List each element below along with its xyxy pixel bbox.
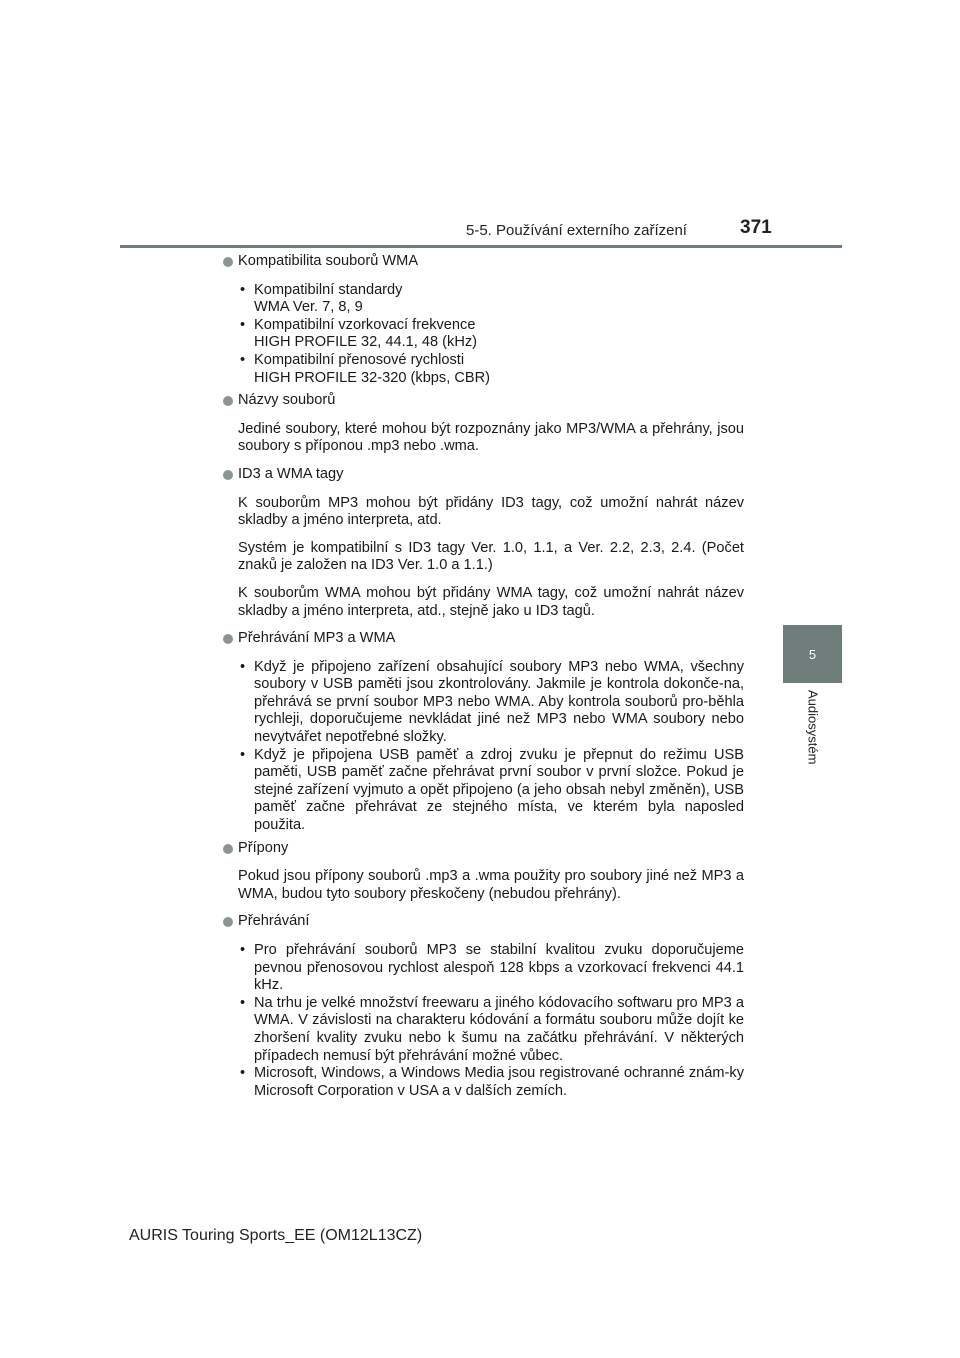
list-item: • Když je připojena USB paměť a zdroj zvuku je přepnut do režimu USB paměti, USB paměť začne přehrávat první soubor v první složce. Pokud je stejné zařízení vyjmuto a opět připojeno (a jeho obsah nebyl změněn), USB paměť začne přehrávat ze stejného místa, ve kterém byla naposled použita. (240, 746, 744, 834)
list-item: • Na trhu je velké množství freewaru a jiného kódovacího softwaru pro MP3 a WMA. V závislosti na charakteru kódování a formátu souboru může dojít ke zhoršení kvality zvuku nebo k šumu na začátku přehrávání. V některých případech nemusí být přehrávání možné vůbec. (240, 994, 744, 1064)
paragraph: Systém je kompatibilní s ID3 tagy Ver. 1.0, 1.1, a Ver. 2.2, 2.3, 2.4. (Počet znaků je založen na ID3 Ver. 1.0 a 1.1.) (238, 539, 744, 574)
bullet-circle-icon (223, 396, 233, 406)
item-list (222, 282, 744, 388)
paragraph: K souborům WMA mohou být přidány WMA tagy, což umožní nahrát název skladby a jméno interpreta, atd., stejně jako u ID3 tagů. (238, 584, 744, 619)
section-title: Přehrávání MP3 a WMA (222, 630, 744, 648)
page-content (222, 253, 744, 1105)
bullet-circle-icon (223, 917, 233, 927)
chapter-label: Audiosystém (805, 690, 821, 765)
chapter-tab: 5 (783, 625, 842, 683)
list-item: • Kompatibilní přenosové rychlosti HIGH PROFILE 32-320 (kbps, CBR) (240, 351, 491, 386)
footer-model: AURIS Touring Sports_EE (OM12L13CZ) (129, 1227, 423, 1244)
section-tags (222, 466, 744, 620)
header-divider (120, 245, 842, 248)
list-item: • Pro přehrávání souborů MP3 se stabilní kvalitou zvuku doporučujeme pevnou přenosovou rychlost alespoň 128 kbps a vzorkovací frekvenci 44.1 kHz. (240, 942, 744, 994)
page-number: 371 (740, 217, 772, 238)
list-item: • Kompatibilní vzorkovací frekvence HIGH PROFILE 32, 44.1, 48 (kHz) (240, 316, 478, 351)
list-item: • Kompatibilní standardy WMA Ver. 7, 8, 9 (240, 281, 403, 316)
section-playback-mp3-wma (222, 630, 744, 835)
item-list (222, 659, 744, 835)
running-header-section: 5-5. Používání externího zařízení (466, 222, 687, 239)
section-extensions (222, 840, 744, 904)
paragraph: Jediné soubory, které mohou být rozpoznány jako MP3/WMA a přehrány, jsou soubory s příponou .mp3 nebo .wma. (238, 420, 744, 455)
section-title: Přehrávání (222, 913, 744, 931)
section-title: Kompatibilita souborů WMA (222, 253, 744, 271)
paragraph: Pokud jsou přípony souborů .mp3 a .wma použity pro soubory jiné než MP3 a WMA, budou tyto soubory přeskočeny (nebudou přehrány). (238, 868, 744, 902)
bullet-circle-icon (223, 634, 233, 644)
section-playback (222, 913, 744, 1100)
paragraph: K souborům MP3 mohou být přidány ID3 tagy, což umožní nahrát název skladby a jméno interpreta, atd. (238, 494, 744, 529)
list-item: • Když je připojeno zařízení obsahující soubory MP3 nebo WMA, všechny soubory v USB paměti jsou zkontrolovány. Jakmile je kontrola dokonče-na, přehrává se první soubor MP3 nebo WMA. Aby kontrola souborů pro-běhla rychleji, doporučujeme nevkládat jiné než MP3 nebo WMA soubory nebo nevytvářet nepotřebné složky. (240, 658, 744, 746)
item-list (222, 942, 744, 1100)
bullet-circle-icon (223, 257, 233, 267)
section-file-names (222, 392, 744, 456)
bullet-circle-icon (223, 470, 233, 480)
section-title: Přípony (222, 840, 744, 858)
section-title: Názvy souborů (222, 392, 744, 410)
list-item: • Microsoft, Windows, a Windows Media jsou registrované ochranné znám-ky Microsoft Corporation v USA a v dalších zemích. (240, 1065, 744, 1099)
bullet-circle-icon (223, 844, 233, 854)
section-title: ID3 a WMA tagy (222, 466, 744, 484)
section-wma-compat (222, 253, 744, 387)
